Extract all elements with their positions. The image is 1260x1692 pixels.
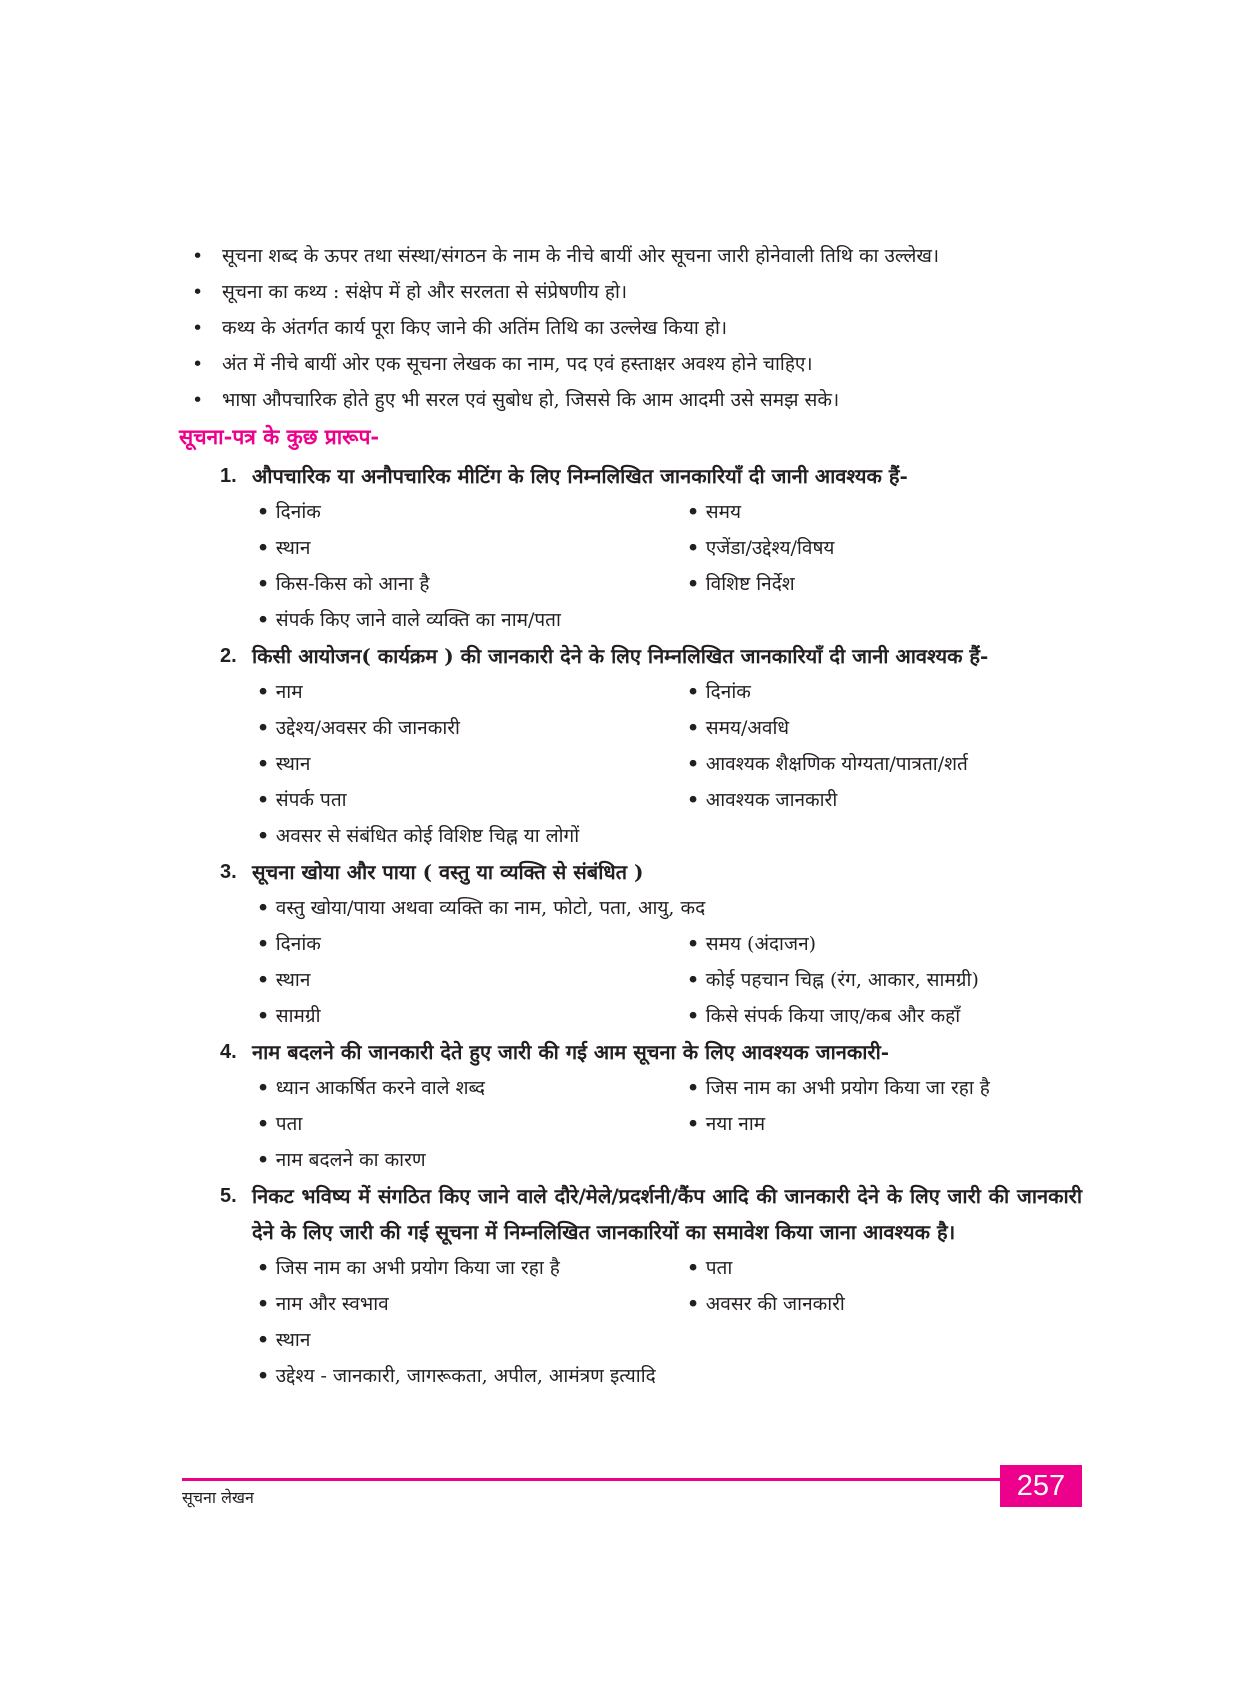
list-item: • आवश्यक जानकारी bbox=[687, 782, 1082, 818]
list-item: • नया नाम bbox=[687, 1106, 1082, 1142]
section-title-text: किसी आयोजन( कार्यक्रम ) की जानकारी देने के लिए निम्नलिखित जानकारियाँ दी जानी आवश्यक हैं- bbox=[252, 644, 989, 668]
section-items bbox=[257, 674, 1082, 854]
list-item: • संपर्क किए जाने वाले व्यक्ति का नाम/पता bbox=[257, 602, 1082, 638]
list-item: • समय (अंदाजन) bbox=[687, 926, 1082, 962]
list-item: • सामग्री bbox=[257, 998, 687, 1034]
list-item: • ध्यान आकर्षित करने वाले शब्द bbox=[257, 1070, 687, 1106]
section-title bbox=[220, 458, 1082, 494]
list-item: • पता bbox=[687, 1250, 1082, 1286]
list-item: • उद्देश्य - जानकारी, जागरूकता, अपील, आमंत्रण इत्यादि bbox=[257, 1358, 1082, 1394]
list-item: • किस-किस को आना है bbox=[257, 566, 687, 602]
list-item: • स्थान bbox=[257, 962, 687, 998]
formats-heading: सूचना-पत्र के कुछ प्रारूप- bbox=[179, 424, 380, 449]
section-1 bbox=[220, 458, 1082, 638]
section-items bbox=[257, 494, 1082, 638]
section-number: 5. bbox=[220, 1185, 237, 1207]
list-item: • पता bbox=[257, 1106, 687, 1142]
list-item: • वस्तु खोया/पाया अथवा व्यक्ति का नाम, फोटो, पता, आयु, कद bbox=[257, 890, 1082, 926]
section-number: 3. bbox=[220, 861, 237, 883]
list-item: • संपर्क पता bbox=[257, 782, 687, 818]
list-item: • स्थान bbox=[257, 746, 687, 782]
list-item: • आवश्यक शैक्षणिक योग्यता/पात्रता/शर्त bbox=[687, 746, 1082, 782]
list-item: • अवसर की जानकारी bbox=[687, 1286, 1082, 1322]
section-items bbox=[257, 1250, 1082, 1394]
footer-divider bbox=[182, 1478, 1082, 1481]
list-item: • जिस नाम का अभी प्रयोग किया जा रहा है bbox=[257, 1250, 687, 1286]
page-number: 257 bbox=[1000, 1465, 1082, 1507]
section-title bbox=[220, 638, 1082, 674]
section-title-text: सूचना खोया और पाया ( वस्तु या व्यक्ति से संबंधित ) bbox=[252, 860, 644, 884]
list-item: • विशिष्ट निर्देश bbox=[687, 566, 1082, 602]
section-title-text: औपचारिक या अनौपचारिक मीटिंग के लिए निम्नलिखित जानकारियाँ दी जानी आवश्यक हैं- bbox=[252, 464, 908, 488]
intro-bullet: • भाषा औपचारिक होते हुए भी सरल एवं सुबोध हो, जिससे कि आम आदमी उसे समझ सके। bbox=[192, 389, 840, 411]
section-number: 2. bbox=[220, 645, 237, 667]
section-title-text: नाम बदलने की जानकारी देते हुए जारी की गई आम सूचना के लिए आवश्यक जानकारी- bbox=[252, 1040, 890, 1064]
section-number: 4. bbox=[220, 1041, 237, 1063]
intro-bullet: • कथ्य के अंतर्गत कार्य पूरा किए जाने की अतिंम तिथि का उल्लेख किया हो। bbox=[192, 317, 728, 339]
list-item: • दिनांक bbox=[687, 674, 1082, 710]
list-item: • उद्देश्य/अवसर की जानकारी bbox=[257, 710, 687, 746]
section-3 bbox=[220, 854, 1082, 1034]
intro-bullet: • अंत में नीचे बायीं ओर एक सूचना लेखक का नाम, पद एवं हस्ताक्षर अवश्य होने चाहिए। bbox=[192, 353, 813, 375]
section-title bbox=[220, 854, 1082, 890]
section-5 bbox=[220, 1178, 1082, 1394]
list-item: • नाम bbox=[257, 674, 687, 710]
list-item: • किसे संपर्क किया जाए/कब और कहाँ bbox=[687, 998, 1082, 1034]
list-item: • कोई पहचान चिह्न (रंग, आकार, सामग्री) bbox=[687, 962, 1082, 998]
list-item: • दिनांक bbox=[257, 494, 687, 530]
section-4 bbox=[220, 1034, 1082, 1178]
list-item: • स्थान bbox=[257, 1322, 1082, 1358]
intro-bullet: • सूचना शब्द के ऊपर तथा संस्था/संगठन के नाम के नीचे बायीं ओर सूचना जारी होनेवाली तिथि का उल्लेख। bbox=[192, 245, 940, 267]
intro-bullet: • सूचना का कथ्य : संक्षेप में हो और सरलता से संप्रेषणीय हो। bbox=[192, 281, 628, 303]
list-item: • नाम और स्वभाव bbox=[257, 1286, 687, 1322]
section-title-text: निकट भविष्य में संगठित किए जाने वाले दौरे/मेले/प्रदर्शनी/कैंप आदि की जानकारी देने के लिए जारी की जानकारी देने के लिए जारी की गई सूचना में निम्नलिखित जानकारियों का समावेश किया जाना आवश्यक है। bbox=[252, 1184, 1082, 1244]
section-title bbox=[220, 1178, 1082, 1250]
section-number: 1. bbox=[220, 465, 237, 487]
section-2 bbox=[220, 638, 1082, 854]
list-item: • नाम बदलने का कारण bbox=[257, 1142, 1082, 1178]
list-item: • दिनांक bbox=[257, 926, 687, 962]
section-items bbox=[257, 890, 1082, 1034]
page-content bbox=[179, 238, 1082, 1394]
footer-chapter-title: सूचना लेखन bbox=[182, 1488, 254, 1507]
list-item: • समय bbox=[687, 494, 1082, 530]
list-item: • समय/अवधि bbox=[687, 710, 1082, 746]
intro-bullet-list bbox=[182, 238, 1082, 418]
list-item: • अवसर से संबंधित कोई विशिष्ट चिह्न या लोगों bbox=[257, 818, 1082, 854]
list-item: • एजेंडा/उद्देश्य/विषय bbox=[687, 530, 1082, 566]
list-item: • जिस नाम का अभी प्रयोग किया जा रहा है bbox=[687, 1070, 1082, 1106]
list-item: • स्थान bbox=[257, 530, 687, 566]
section-items bbox=[257, 1070, 1082, 1178]
section-title bbox=[220, 1034, 1082, 1070]
